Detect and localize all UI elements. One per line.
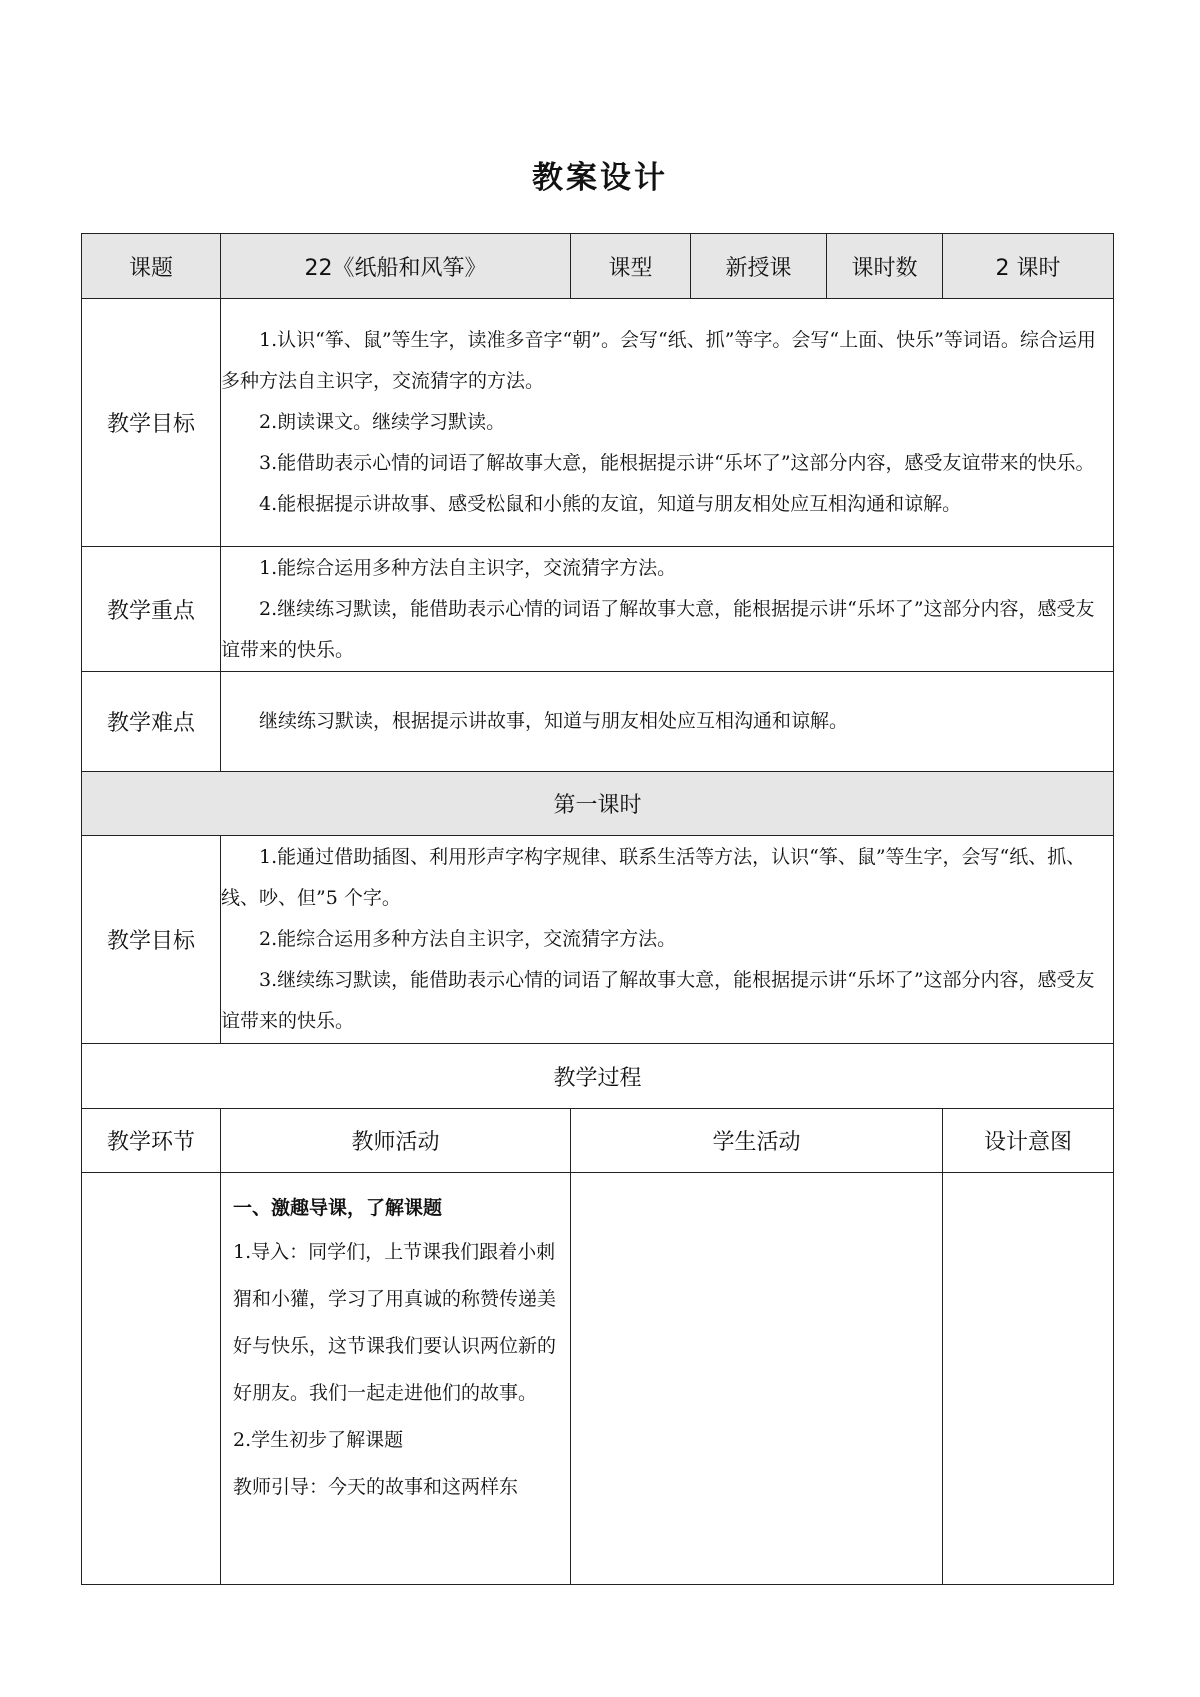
page-title: 教案设计: [532, 160, 668, 196]
teacher-activity-cell: [221, 1173, 571, 1585]
difficulties-row: [82, 672, 1114, 772]
lesson1-goal-item: 3.继续练习默读，能借助表示心情的词语了解故事大意，能根据提示讲“乐坏了”这部分内容，感受友谊带来的快乐。: [221, 969, 1095, 1032]
col-header-stage: 教学环节: [82, 1109, 221, 1173]
type-value: 新授课: [691, 234, 827, 299]
goals-label: 教学目标: [82, 299, 221, 547]
difficulties-text: 继续练习默读，根据提示讲故事，知道与朋友相处应互相沟通和谅解。: [259, 710, 849, 732]
lesson1-goal-item: 2.能综合运用多种方法自主识字，交流猜字方法。: [259, 928, 677, 950]
teacher-paragraph: 2.学生初步了解课题: [233, 1429, 404, 1451]
goal-item: 4.能根据提示讲故事、感受松鼠和小熊的友谊，知道与朋友相处应互相沟通和谅解。: [259, 493, 962, 515]
hours-label: 课时数: [827, 234, 943, 299]
teacher-paragraph: 1.导入：同学们，上节课我们跟着小刺猬和小獾，学习了用真诚的称赞传递美好与快乐，这节课我们要认识两位新的好朋友。我们一起走进他们的故事。: [233, 1241, 557, 1404]
section-title: 一、激趣导课，了解课题: [233, 1197, 443, 1219]
stage-cell: [82, 1173, 221, 1585]
lesson-plan-table: [81, 233, 1114, 1585]
key-point-item: 1.能综合运用多种方法自主识字，交流猜字方法。: [259, 556, 677, 579]
lesson1-goal-item: 1.能通过借助插图、利用形声字构字规律、联系生活等方法，认识“筝、鼠”等生字，会写“纸、抓、线、吵、但”5 个字。: [221, 846, 1086, 909]
design-intent-cell: [943, 1173, 1114, 1585]
process-row: [82, 1173, 1114, 1585]
process-title-row: [82, 1044, 1114, 1109]
goals-content: [221, 299, 1114, 547]
key-point-item: 2.继续练习默读，能借助表示心情的词语了解故事大意，能根据提示讲“乐坏了”这部分内容，感受友谊带来的快乐。: [221, 597, 1095, 661]
goal-item: 3.能借助表示心情的词语了解故事大意，能根据提示讲“乐坏了”这部分内容，感受友谊带来的快乐。: [259, 452, 1095, 474]
goal-item: 1.认识“筝、鼠”等生字，读准多音字“朝”。会写“纸、抓”等字。会写“上面、快乐”等词语。综合运用多种方法自主识字，交流猜字的方法。: [221, 329, 1096, 392]
lesson1-goals-content: [221, 836, 1114, 1044]
lesson1-goals-row: [82, 836, 1114, 1044]
type-label: 课型: [571, 234, 691, 299]
student-activity-cell: [571, 1173, 943, 1585]
col-header-student: 学生活动: [571, 1109, 943, 1173]
process-title: 教学过程: [82, 1044, 1114, 1109]
lesson1-title-row: [82, 772, 1114, 836]
lesson1-title: 第一课时: [82, 772, 1114, 836]
difficulties-content: [221, 672, 1114, 772]
col-header-intent: 设计意图: [943, 1109, 1114, 1173]
key-points-content: [221, 547, 1114, 672]
difficulties-label: 教学难点: [82, 672, 221, 772]
key-points-row: [82, 547, 1114, 672]
goals-row: [82, 299, 1114, 547]
teacher-paragraph: 教师引导：今天的故事和这两样东: [233, 1476, 519, 1498]
key-points-label: 教学重点: [82, 547, 221, 672]
col-header-teacher: 教师活动: [221, 1109, 571, 1173]
topic-label: 课题: [82, 234, 221, 299]
hours-value: 2 课时: [943, 234, 1114, 299]
header-row: [82, 234, 1114, 299]
lesson1-goals-label: 教学目标: [82, 836, 221, 1044]
process-header-row: [82, 1109, 1114, 1173]
goal-item: 2.朗读课文。继续学习默读。: [259, 411, 506, 433]
topic-value: 22《纸船和风筝》: [221, 234, 571, 299]
